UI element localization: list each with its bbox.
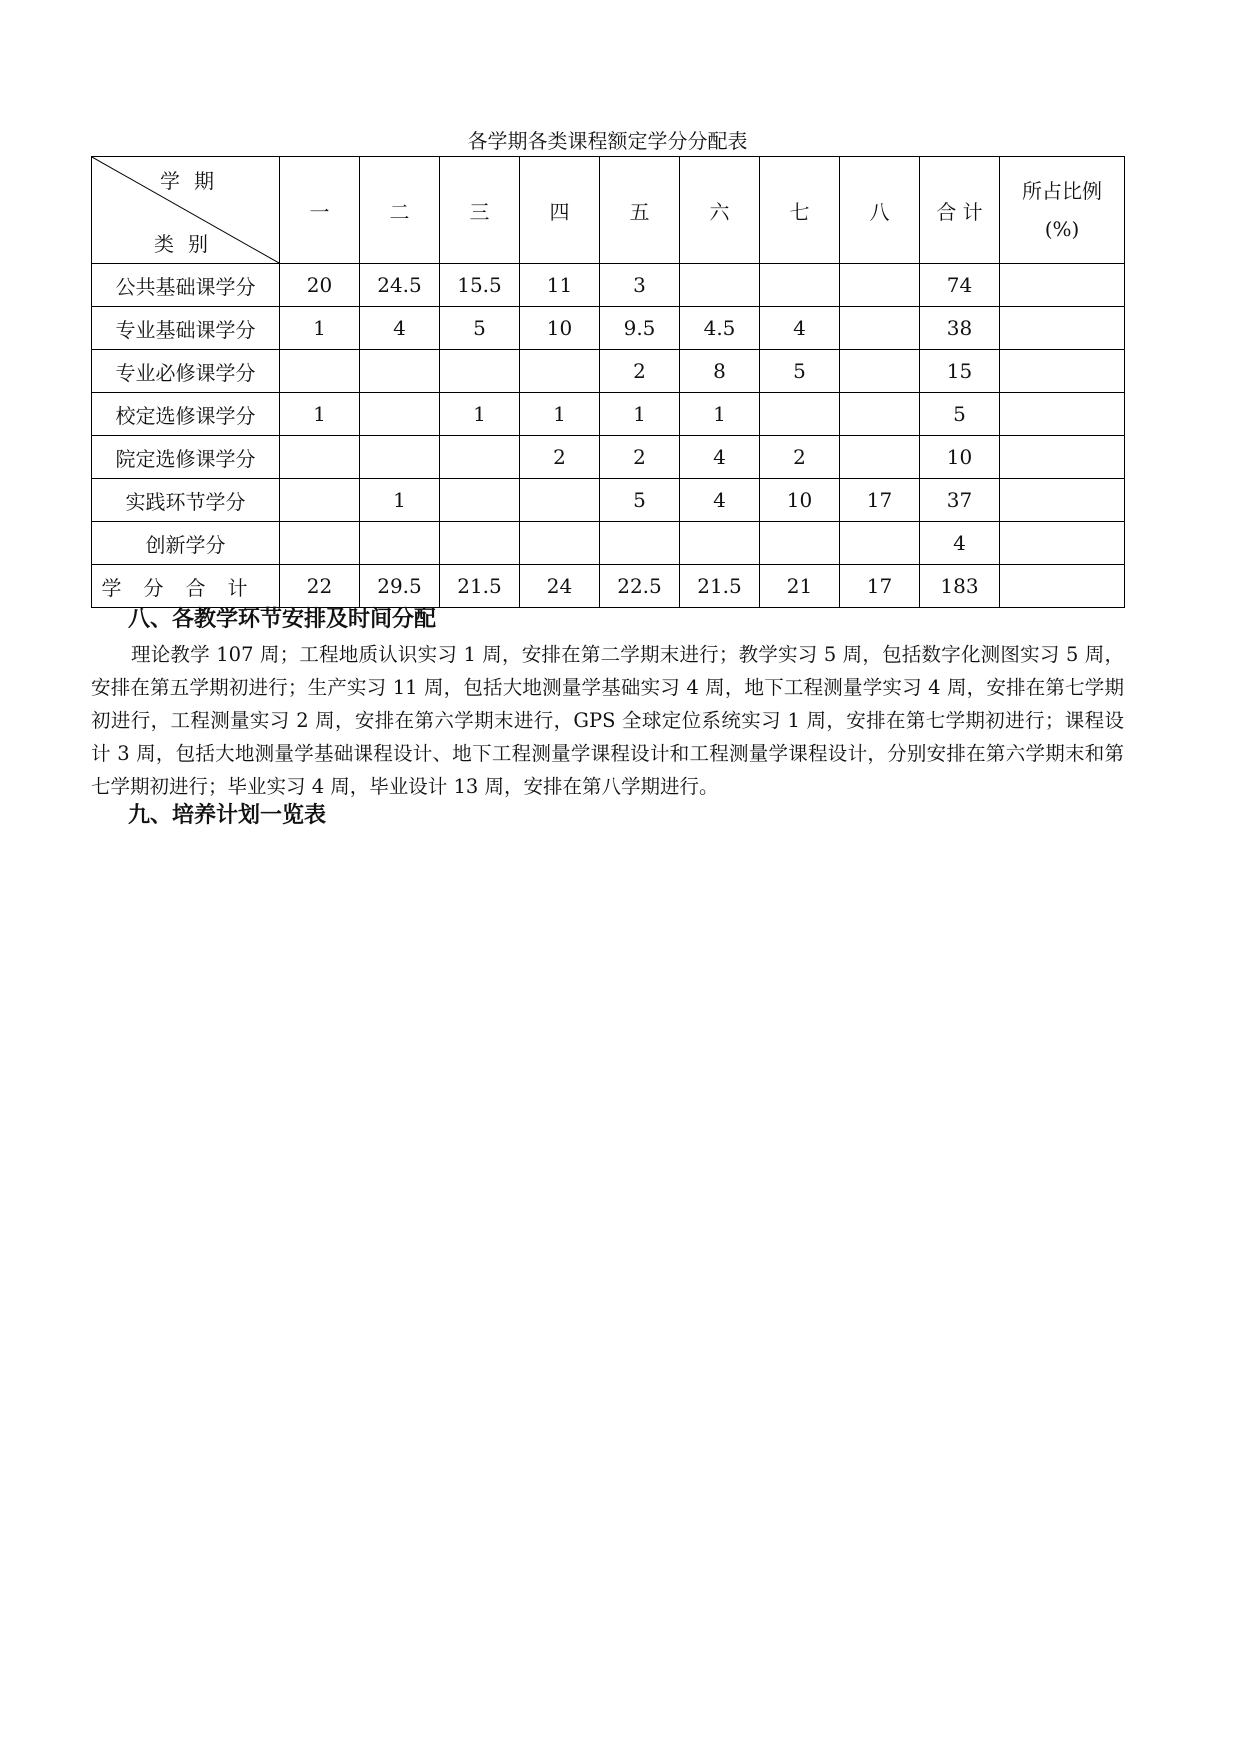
term-credit-cell — [520, 350, 600, 393]
term-credit-cell: 8 — [680, 350, 760, 393]
header-term-7: 七 — [760, 157, 840, 264]
row-total-cell: 74 — [920, 264, 1000, 307]
term-credit-cell: 10 — [760, 479, 840, 522]
header-term-8: 八 — [840, 157, 920, 264]
row-ratio-cell — [1000, 565, 1125, 608]
header-category-label: 类别 — [154, 232, 222, 256]
term-credit-cell: 4 — [360, 307, 440, 350]
term-credit-cell: 2 — [760, 436, 840, 479]
term-credit-cell: 22.5 — [600, 565, 680, 608]
term-credit-cell — [520, 479, 600, 522]
term-credit-cell — [280, 436, 360, 479]
term-credit-cell: 21 — [760, 565, 840, 608]
row-ratio-cell — [1000, 307, 1125, 350]
section-8-paragraph: 理论教学 107 周；工程地质认识实习 1 周，安排在第二学期末进行；教学实习 5 周，包括数字化测图实习 5 周，安排在第五学期初进行；生产实习 11 周，包括大地测量学基础实习 4 周，地下工程测量学实习 4 周，安排在第七学期初进行，工程测量实习 2 周，安排在第六学期末进行，GPS 全球定位系统实习 1 周，安排在第七学期初进行；课程设计 3 周，包括大地测量学基础课程设计、地下工程测量学课程设计和工程测量学课程设计，分别安排在第六学期末和第七学期初进行；毕业实习 4 周，毕业设计 13 周，安排在第八学期进行。 — [91, 643, 1124, 798]
row-ratio-cell — [1000, 350, 1125, 393]
table-row — [92, 522, 1125, 565]
row-label: 专业必修课学分 — [92, 350, 280, 393]
row-total-cell: 5 — [920, 393, 1000, 436]
row-total-cell: 15 — [920, 350, 1000, 393]
row-total-cell: 183 — [920, 565, 1000, 608]
term-credit-cell: 4 — [680, 479, 760, 522]
term-credit-cell — [360, 350, 440, 393]
term-credit-cell: 1 — [280, 307, 360, 350]
term-credit-cell — [760, 393, 840, 436]
term-credit-cell — [840, 522, 920, 565]
term-credit-cell: 2 — [600, 350, 680, 393]
row-label: 院定选修课学分 — [92, 436, 280, 479]
header-ratio-line2: (%) — [1044, 217, 1080, 241]
term-credit-cell: 5 — [440, 307, 520, 350]
row-ratio-cell — [1000, 393, 1125, 436]
term-credit-cell: 29.5 — [360, 565, 440, 608]
term-credit-cell: 4 — [760, 307, 840, 350]
term-credit-cell — [440, 479, 520, 522]
header-total: 合 计 — [920, 157, 1000, 264]
term-credit-cell — [280, 479, 360, 522]
row-total-cell: 38 — [920, 307, 1000, 350]
row-ratio-cell — [1000, 436, 1125, 479]
term-credit-cell: 24 — [520, 565, 600, 608]
term-credit-cell: 4.5 — [680, 307, 760, 350]
term-credit-cell: 5 — [600, 479, 680, 522]
table-title: 各学期各类课程额定学分分配表 — [467, 129, 748, 153]
table-header-row — [92, 157, 1125, 264]
credit-allocation-table — [91, 156, 1125, 608]
row-total-cell: 10 — [920, 436, 1000, 479]
term-credit-cell: 21.5 — [680, 565, 760, 608]
term-credit-cell: 17 — [840, 565, 920, 608]
term-credit-cell: 20 — [280, 264, 360, 307]
term-credit-cell: 9.5 — [600, 307, 680, 350]
row-total-cell: 4 — [920, 522, 1000, 565]
header-term-2: 二 — [360, 157, 440, 264]
term-credit-cell — [840, 264, 920, 307]
term-credit-cell — [360, 522, 440, 565]
term-credit-cell — [680, 264, 760, 307]
term-credit-cell: 15.5 — [440, 264, 520, 307]
term-credit-cell — [440, 522, 520, 565]
term-credit-cell: 5 — [760, 350, 840, 393]
table-row — [92, 565, 1125, 608]
term-credit-cell — [680, 522, 760, 565]
term-credit-cell: 24.5 — [360, 264, 440, 307]
term-credit-cell: 4 — [680, 436, 760, 479]
header-term-label: 学期 — [160, 169, 228, 193]
term-credit-cell: 1 — [440, 393, 520, 436]
table-row — [92, 479, 1125, 522]
term-credit-cell — [440, 350, 520, 393]
term-credit-cell — [520, 522, 600, 565]
term-credit-cell — [760, 264, 840, 307]
row-label: 公共基础课学分 — [92, 264, 280, 307]
table-row — [92, 307, 1125, 350]
term-credit-cell: 3 — [600, 264, 680, 307]
term-credit-cell — [440, 436, 520, 479]
term-credit-cell — [360, 393, 440, 436]
section-8-heading: 八、各教学环节安排及时间分配 — [128, 607, 437, 632]
term-credit-cell — [600, 522, 680, 565]
row-total-cell: 37 — [920, 479, 1000, 522]
row-label: 专业基础课学分 — [92, 307, 280, 350]
header-ratio-line1: 所占比例 — [1022, 179, 1102, 203]
term-credit-cell — [840, 436, 920, 479]
term-credit-cell: 1 — [680, 393, 760, 436]
term-credit-cell: 1 — [600, 393, 680, 436]
table-row — [92, 436, 1125, 479]
row-label: 创新学分 — [92, 522, 280, 565]
row-ratio-cell — [1000, 479, 1125, 522]
section-9-heading: 九、培养计划一览表 — [128, 803, 327, 828]
term-credit-cell: 2 — [600, 436, 680, 479]
term-credit-cell — [840, 393, 920, 436]
row-ratio-cell — [1000, 522, 1125, 565]
term-credit-cell: 2 — [520, 436, 600, 479]
header-term-4: 四 — [520, 157, 600, 264]
header-term-3: 三 — [440, 157, 520, 264]
header-ratio — [1000, 157, 1125, 264]
term-credit-cell: 1 — [280, 393, 360, 436]
row-label: 学分合计 — [92, 565, 280, 608]
header-term-5: 五 — [600, 157, 680, 264]
term-credit-cell: 1 — [360, 479, 440, 522]
term-credit-cell — [760, 522, 840, 565]
term-credit-cell: 10 — [520, 307, 600, 350]
row-label: 校定选修课学分 — [92, 393, 280, 436]
term-credit-cell — [840, 307, 920, 350]
row-ratio-cell — [1000, 264, 1125, 307]
diagonal-header-cell — [92, 157, 280, 264]
term-credit-cell — [840, 350, 920, 393]
term-credit-cell — [280, 522, 360, 565]
term-credit-cell — [280, 350, 360, 393]
term-credit-cell — [360, 436, 440, 479]
row-label: 实践环节学分 — [92, 479, 280, 522]
term-credit-cell: 21.5 — [440, 565, 520, 608]
term-credit-cell: 1 — [520, 393, 600, 436]
table-row — [92, 264, 1125, 307]
table-row — [92, 393, 1125, 436]
header-term-1: 一 — [280, 157, 360, 264]
table-row — [92, 350, 1125, 393]
term-credit-cell: 22 — [280, 565, 360, 608]
term-credit-cell: 11 — [520, 264, 600, 307]
header-term-6: 六 — [680, 157, 760, 264]
term-credit-cell: 17 — [840, 479, 920, 522]
